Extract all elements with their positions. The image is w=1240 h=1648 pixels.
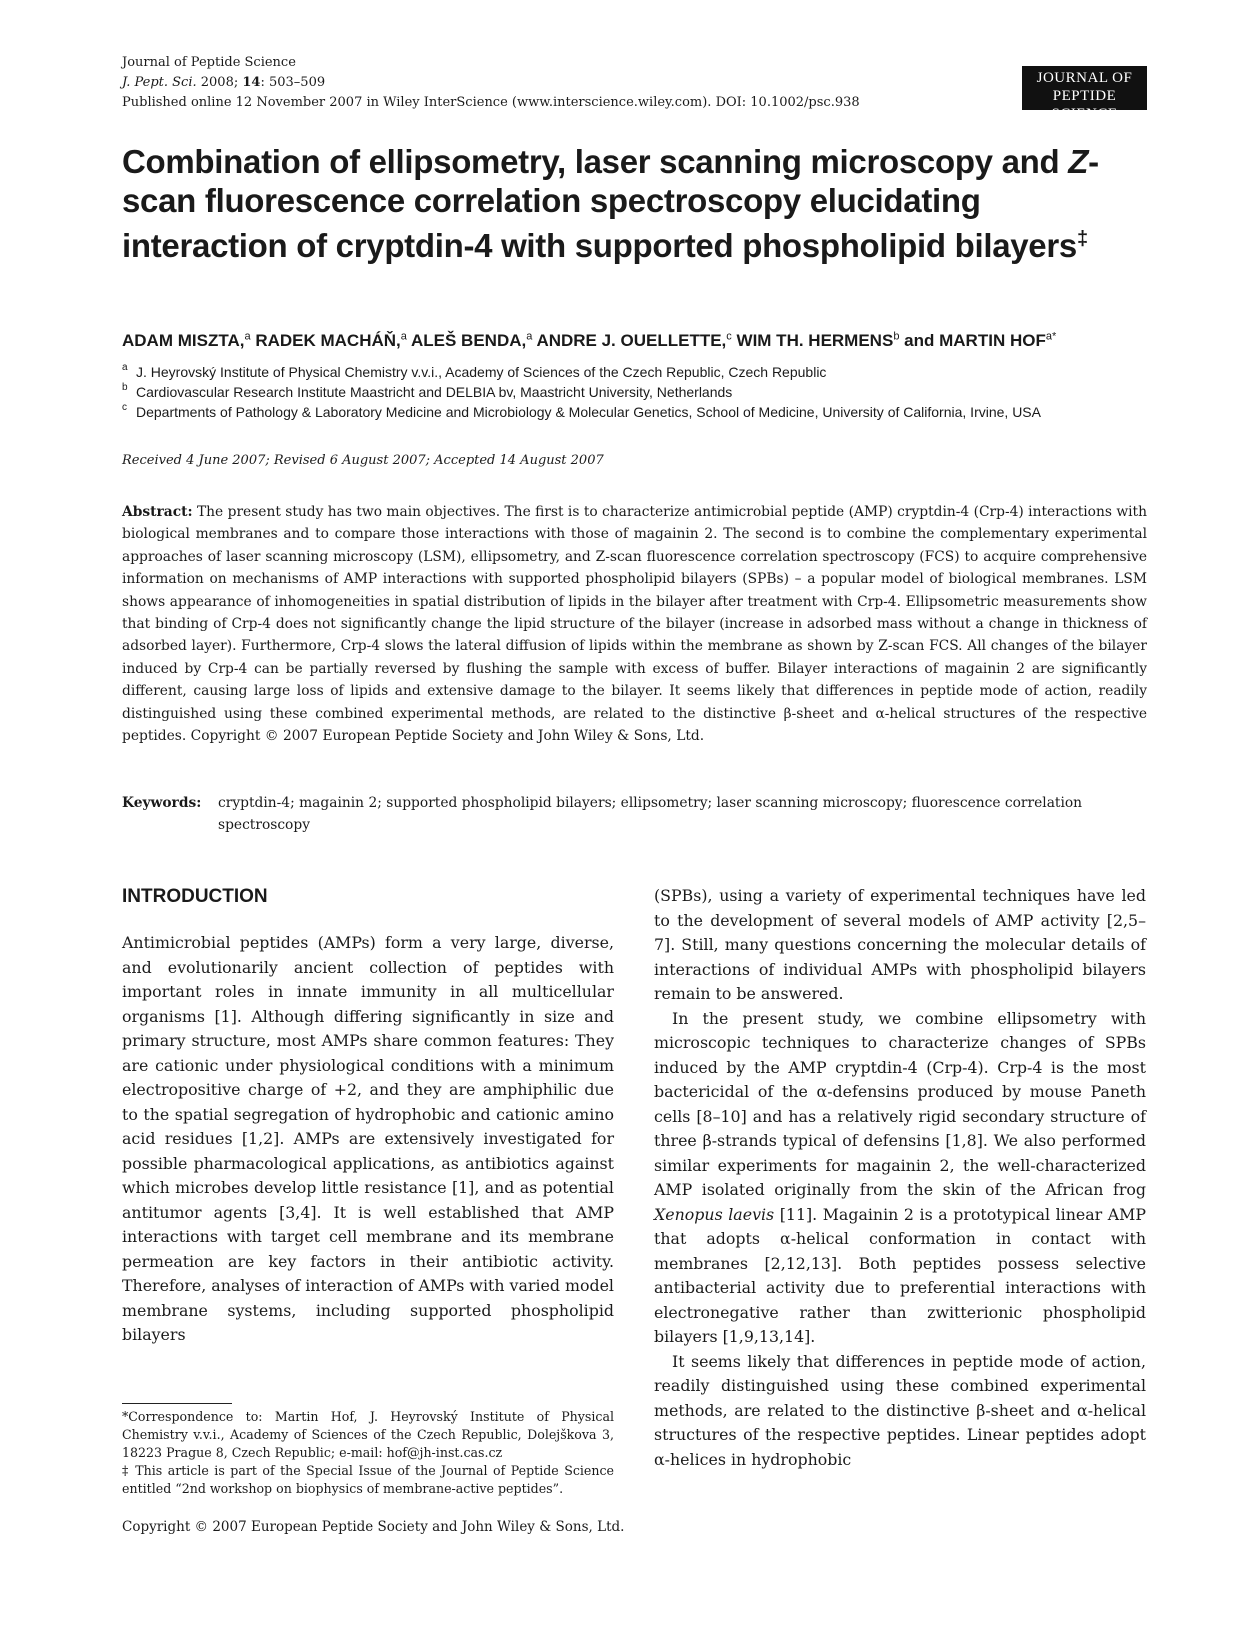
keywords <box>122 792 1147 837</box>
title-italic: Z <box>1068 143 1089 180</box>
author: ANDRE J. OUELLETTE,$^c$ <box>536 330 732 350</box>
section-heading-introduction: INTRODUCTION <box>122 886 268 907</box>
page-footer-copyright: Copyright © 2007 European Peptide Society and John Wiley & Sons, Ltd. <box>122 1519 625 1535</box>
affiliation-item: b Cardiovascular Research Institute Maastricht and DELBIA bv, Maastricht University, Netherlands <box>122 382 733 400</box>
abstract-label: Abstract: <box>122 504 193 520</box>
author: ALEŠ BENDA,$^a$ <box>410 330 533 350</box>
article-title <box>122 142 1152 265</box>
author: and MARTIN $HOF^{a*}$ <box>904 330 1057 350</box>
citation-pages: : 503–509 <box>260 75 326 90</box>
affiliation-item: a J. Heyrovský Institute of Physical Chemistry v.v.i., Academy of Sciences of the Czech Republic, Czech Republic <box>122 362 827 380</box>
body-column-right <box>654 884 1146 1472</box>
author: WIM TH. HERMENS$^b$ <box>736 330 900 350</box>
title-part-1: Combination of ellipsometry, laser scanning microscopy and <box>122 143 1069 180</box>
footnotes <box>122 1403 614 1498</box>
logo-line-2: PEPTIDE SCIENCE <box>1051 88 1118 122</box>
title-part-2: -scan fluorescence correlation spectroscopy elucidating interaction of cryptdin-4 with supported phospholipid bilayers <box>122 143 1099 264</box>
citation-volume: 14 <box>242 75 261 90</box>
correspondence-footnote: *Correspondence to: Martin Hof, J. Heyrovský Institute of Physical Chemistry v.v.i., Academy of Sciences of the Czech Republic, Dolejškova 3, 18223 Prague 8, Czech Republic; e-mail: hof@jh-inst.cas.cz <box>122 1409 614 1460</box>
affiliation-item: c Departments of Pathology & Laboratory Medicine and Microbiology & Molecular Genetics, School of Medicine, University of California, Irvine, USA <box>122 402 1041 420</box>
logo-line-1: JOURNAL OF <box>1036 70 1133 86</box>
abstract <box>122 501 1147 747</box>
footnote-rule <box>122 1403 232 1404</box>
author: ADAM MISZTA,$^a$ <box>122 330 251 350</box>
special-issue-footnote: ‡ This article is part of the Special Issue of the Journal of Peptide Science entitled “2nd workshop on biophysics of membrane-active peptides”. <box>122 1463 614 1496</box>
published-line: Published online 12 November 2007 in Wiley InterScience (www.interscience.wiley.com). DOI: 10.1002/psc.938 <box>122 95 860 110</box>
author-list <box>122 330 1152 351</box>
body-column-left <box>122 931 614 1348</box>
keywords-label: Keywords: <box>122 795 202 811</box>
abstract-text: The present study has two main objectives. The first is to characterize antimicrobial peptide (AMP) cryptdin-4 (Crp-4) interactions with biological membranes and to compare those interactions with those of magainin 2. The second is to combine the complementary experimental approaches of laser scanning microscopy (LSM), ellipsometry, and Z-scan fluorescence correlation spectroscopy (FCS) to acquire comprehensive information on mechanisms of AMP interactions with supported phospholipid bilayers (SPBs) – a popular model of biological membranes. LSM shows appearance of inhomogeneities in spatial distribution of lipids in the bilayer after treatment with Crp-4. Ellipsometric measurements show that binding of Crp-4 does not significantly change the lipid structure of the bilayer (increase in adsorbed mass without a change in thickness of adsorbed layer). Furthermore, Crp-4 slows the lateral diffusion of lipids within the membrane as shown by Z-scan FCS. All changes of the bilayer induced by Crp-4 can be partially reversed by flushing the sample with excess of buffer. Bilayer interactions of magainin 2 are significantly different, causing large loss of lipids and extensive damage to the bilayer. It seems likely that differences in peptide mode of action, readily distinguished using these combined experimental methods, are related to the distinctive β-sheet and α-helical structures of the respective peptides. Copyright © 2007 European Peptide Society and John Wiley & Sons, Ltd. <box>122 504 1147 745</box>
citation-line <box>122 73 860 93</box>
journal-name: Journal of Peptide Science <box>122 55 296 70</box>
journal-header <box>122 53 860 113</box>
received-dates: Received 4 June 2007; Revised 6 August 2007; Accepted 14 August 2007 <box>122 453 604 468</box>
paragraph: (SPBs), using a variety of experimental techniques have led to the development of several models of AMP activity [2,5–7]. Still, many questions concerning the molecular details of interactions of individual AMPs with phospholipid bilayers remain to be answered. <box>654 886 1146 1003</box>
keywords-text: cryptdin-4; magainin 2; supported phospholipid bilayers; ellipsometry; laser scanning microscopy; fluorescence correlation spectroscopy <box>218 795 1083 834</box>
author: RADEK MACHÁŇ,$^a$ <box>255 330 407 350</box>
title-footnote-mark: ‡ <box>1076 228 1088 250</box>
affiliations <box>122 362 1152 422</box>
citation-abbrev: J. Pept. Sci. <box>122 75 197 90</box>
journal-logo <box>1022 66 1147 122</box>
paragraph: Antimicrobial peptides (AMPs) form a very large, diverse, and evolutionarily ancient collection of peptides with important roles in innate immunity in all multicellular organisms [1]. Although differing significantly in size and primary structure, most AMPs share common features: They are cationic under physiological conditions with a minimum electropositive charge of +2, and they are amphiphilic due to the spatial segregation of hydrophobic and cationic amino acid residues [1,2]. AMPs are extensively investigated for possible pharmacological applications, as antibiotics against which microbes develop little resistance [1], and as potential antitumor agents [3,4]. It is well established that AMP interactions with target cell membrane and its membrane permeation are key factors in their antibiotic activity. Therefore, analyses of interaction of AMPs with varied model membrane systems, including supported phospholipid bilayers <box>122 933 614 1344</box>
paragraph: In the present study, we combine ellipsometry with microscopic techniques to characterize changes of SPBs induced by the AMP cryptdin-4 (Crp-4). Crp-4 is the most bactericidal of the α-defensins produced by mouse Paneth cells [8–10] and has a relatively rigid secondary structure of three β-strands typical of defensins [1,8]. We also performed similar experiments for magainin 2, the well-characterized AMP isolated originally from the skin of the African frog Xenopus laevis [11]. Magainin 2 is a prototypical linear AMP that adopts α-helical conformation in contact with membranes [2,12,13]. Both peptides possess selective antibacterial activity due to preferential interactions with electronegative rather than zwitterionic phospholipid bilayers [1,9,13,14]. <box>654 1008 1146 1346</box>
citation-year: 2008; <box>200 75 239 90</box>
paragraph: It seems likely that differences in peptide mode of action, readily distinguished using these combined experimental methods, are related to the distinctive β-sheet and α-helical structures of the respective peptides. Linear peptides adopt α-helices in hydrophobic <box>654 1351 1146 1469</box>
